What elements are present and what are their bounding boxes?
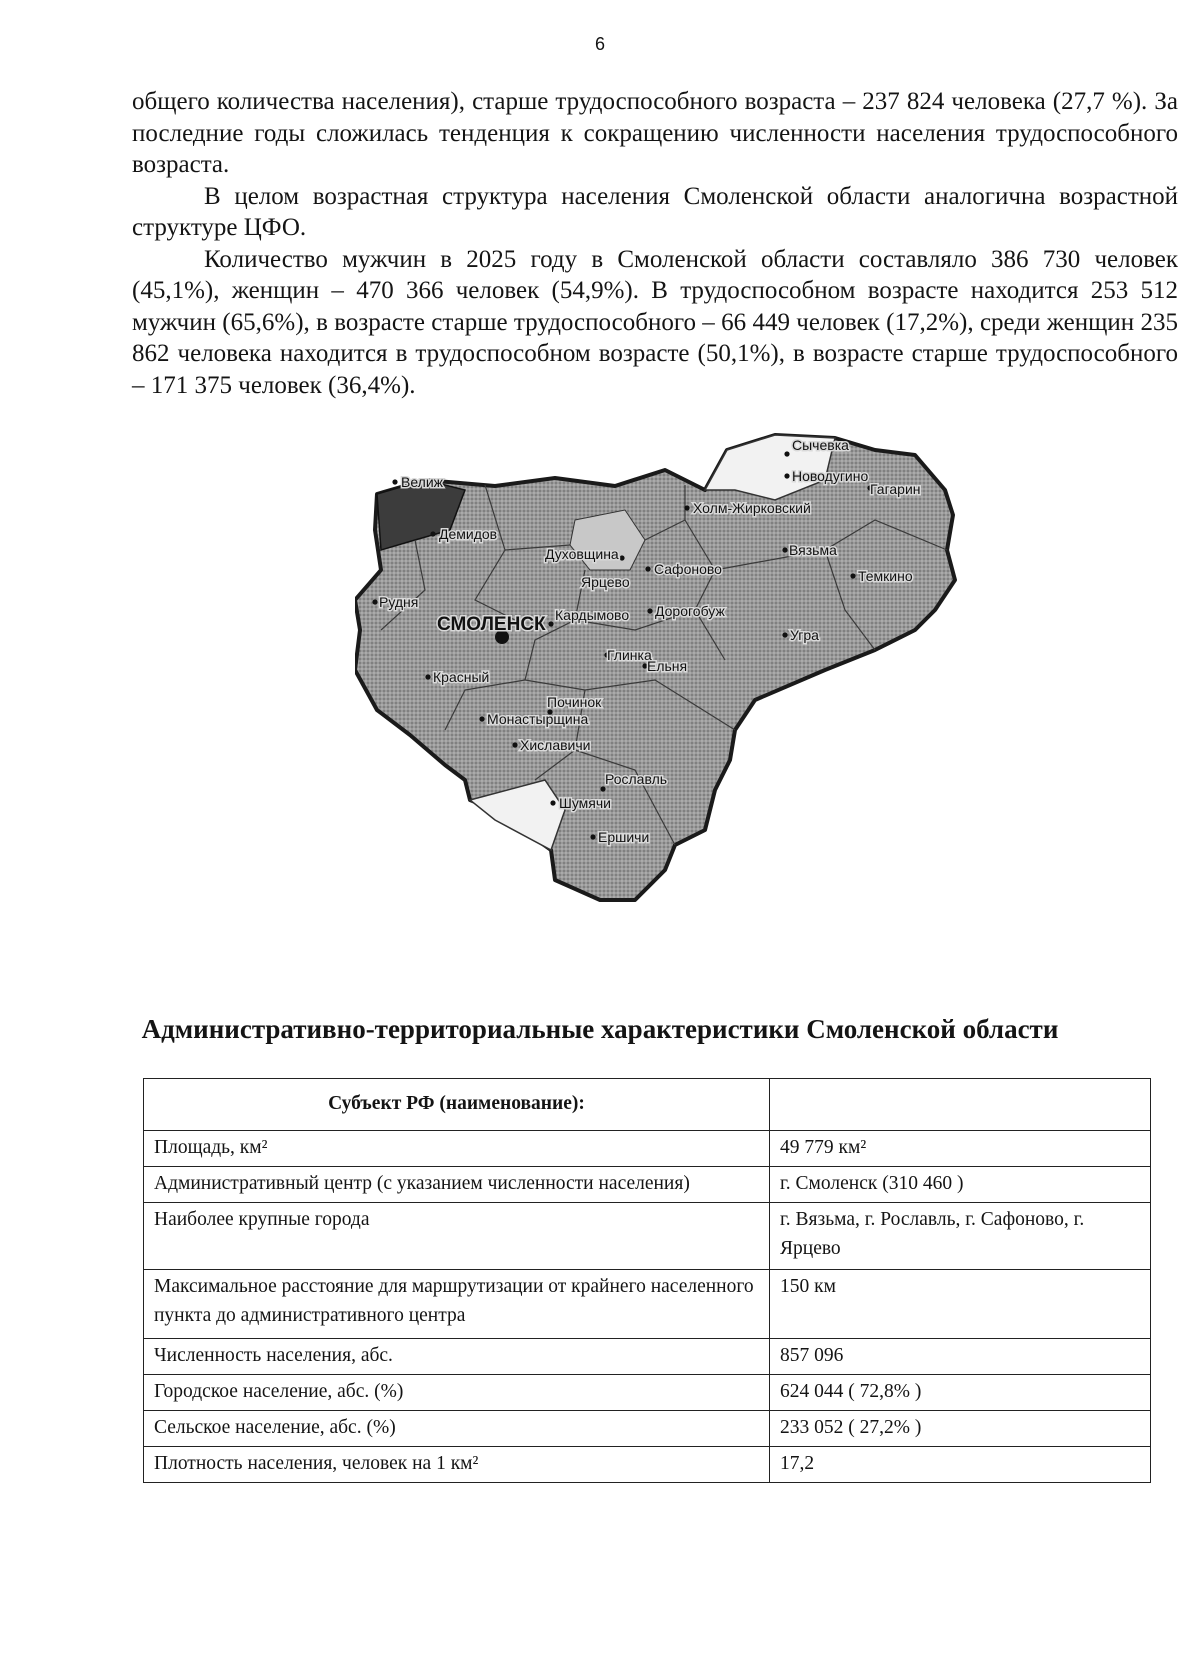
row-label: Максимальное расстояние для маршрутизации от крайнего населенного пункта до административного центра: [144, 1270, 770, 1339]
row-value: 233 052 ( 27,2% ): [770, 1411, 1151, 1447]
map-label-dukhovshchina: Духовщина: [545, 546, 619, 562]
city-dot: [600, 786, 605, 791]
row-label: Наиболее крупные города: [144, 1203, 770, 1270]
map-label-yartsevo: Ярцево: [581, 574, 630, 590]
map-label-gagarin: Гагарин: [870, 481, 921, 497]
table-header-row: [144, 1079, 1151, 1131]
row-value: 17,2: [770, 1447, 1151, 1483]
city-dot: [392, 479, 397, 484]
map-label-novodugino: Новодугино: [792, 468, 869, 484]
row-label: Административный центр (с указанием численности населения): [144, 1167, 770, 1203]
city-dot: [425, 674, 430, 679]
table-row: [144, 1375, 1151, 1411]
table-title: Административно-территориальные характеристики Смоленской области: [141, 1014, 1059, 1044]
map-label-rudnya: Рудня: [379, 594, 419, 610]
paragraph-2: В целом возрастная структура населения Смоленской области аналогична возрастной структуре ЦФО.: [132, 182, 1178, 241]
row-value: 624 044 ( 72,8% ): [770, 1375, 1151, 1411]
map-label-roslavl: Рославль: [605, 771, 668, 787]
table-row: [144, 1270, 1151, 1339]
map-label-ershichi: Ершичи: [598, 829, 650, 845]
city-dot: [548, 621, 553, 626]
map-label-khislavichi: Хиславичи: [520, 737, 591, 753]
city-dot: [645, 566, 650, 571]
city-dot: [782, 632, 787, 637]
map-label-dorogobuzh: Дорогобуж: [655, 603, 725, 619]
page-number: 6: [594, 34, 605, 54]
city-dot: [684, 505, 689, 510]
map-label-glinka: Глинка: [607, 647, 652, 663]
map-label-krasny: Красный: [433, 669, 490, 685]
map-label-pochinok: Починок: [547, 694, 602, 710]
city-dot: [512, 742, 517, 747]
map-label-sychevka: Сычевка: [792, 437, 849, 453]
region-map-svg: [355, 430, 1035, 970]
row-label: Городское население, абс. (%): [144, 1375, 770, 1411]
row-label: Численность населения, абс.: [144, 1339, 770, 1375]
characteristics-table: [143, 1078, 1151, 1483]
table-row: [144, 1411, 1151, 1447]
row-label: Сельское население, абс. (%): [144, 1411, 770, 1447]
city-dot: [782, 547, 787, 552]
table-header-value: [770, 1079, 1151, 1131]
map-label-temkino: Темкино: [858, 568, 913, 584]
row-label: Плотность населения, человек на 1 км²: [144, 1447, 770, 1483]
row-label: Площадь, км²: [144, 1131, 770, 1167]
table-row: [144, 1131, 1151, 1167]
body-text: [132, 86, 1178, 401]
city-dot: [850, 573, 855, 578]
table-row: [144, 1203, 1151, 1270]
map-label-monastyrshchina: Монастырщина: [487, 711, 589, 727]
map-label-elnya: Ельня: [647, 658, 688, 674]
row-value: г. Смоленск (310 460 ): [770, 1167, 1151, 1203]
city-dot: [619, 555, 624, 560]
map-label-shumyachi: Шумячи: [559, 795, 611, 811]
map-label-velizh: Велиж: [401, 474, 444, 490]
map-label-safonovo: Сафоново: [654, 561, 722, 577]
city-dot: [479, 716, 484, 721]
row-value: 857 096: [770, 1339, 1151, 1375]
row-value: г. Вязьма, г. Рославль, г. Сафоново, г. Ярцево: [770, 1203, 1151, 1270]
table-row: [144, 1167, 1151, 1203]
paragraph-3: Количество мужчин в 2025 году в Смоленской области составляло 386 730 человек (45,1%), женщин – 470 366 человек (54,9%). В трудоспособном возрасте находится 253 512 мужчин (65,6%), в возрасте старше трудоспособного – 66 449 человек (17,2%), среди женщин 235 862 человека находится в трудоспособном возрасте (50,1%), в возрасте старше трудоспособного – 171 375 человек (36,4%).: [132, 245, 1178, 399]
city-dot: [784, 451, 789, 456]
table-row: [144, 1339, 1151, 1375]
map-label-demidov: Демидов: [439, 526, 498, 542]
map-label-vyazma: Вязьма: [789, 542, 837, 558]
table-header-label: Субъект РФ (наименование):: [144, 1079, 770, 1131]
map-label-ugra: Угра: [790, 627, 819, 643]
city-dot: [372, 599, 377, 604]
city-dot: [590, 834, 595, 839]
map-label-smolensk: СМОЛЕНСК: [437, 614, 546, 635]
city-dot: [430, 531, 435, 536]
map-label-kardymovo: Кардымово: [555, 607, 630, 623]
map-label-kholm-zhirkovsky: Холм-Жирковский: [693, 500, 811, 516]
paragraph-1: общего количества населения), старше трудоспособного возраста – 237 824 человека (27,7 %). За последние годы сложилась тенденция к сокращению численности населения трудоспособного возраста.: [132, 88, 1178, 178]
row-value: 150 км: [770, 1270, 1151, 1339]
city-dot: [784, 473, 789, 478]
city-dot: [647, 608, 652, 613]
table-row: [144, 1447, 1151, 1483]
row-value: 49 779 км²: [770, 1131, 1151, 1167]
region-map: [355, 430, 1035, 970]
city-dot: [550, 800, 555, 805]
